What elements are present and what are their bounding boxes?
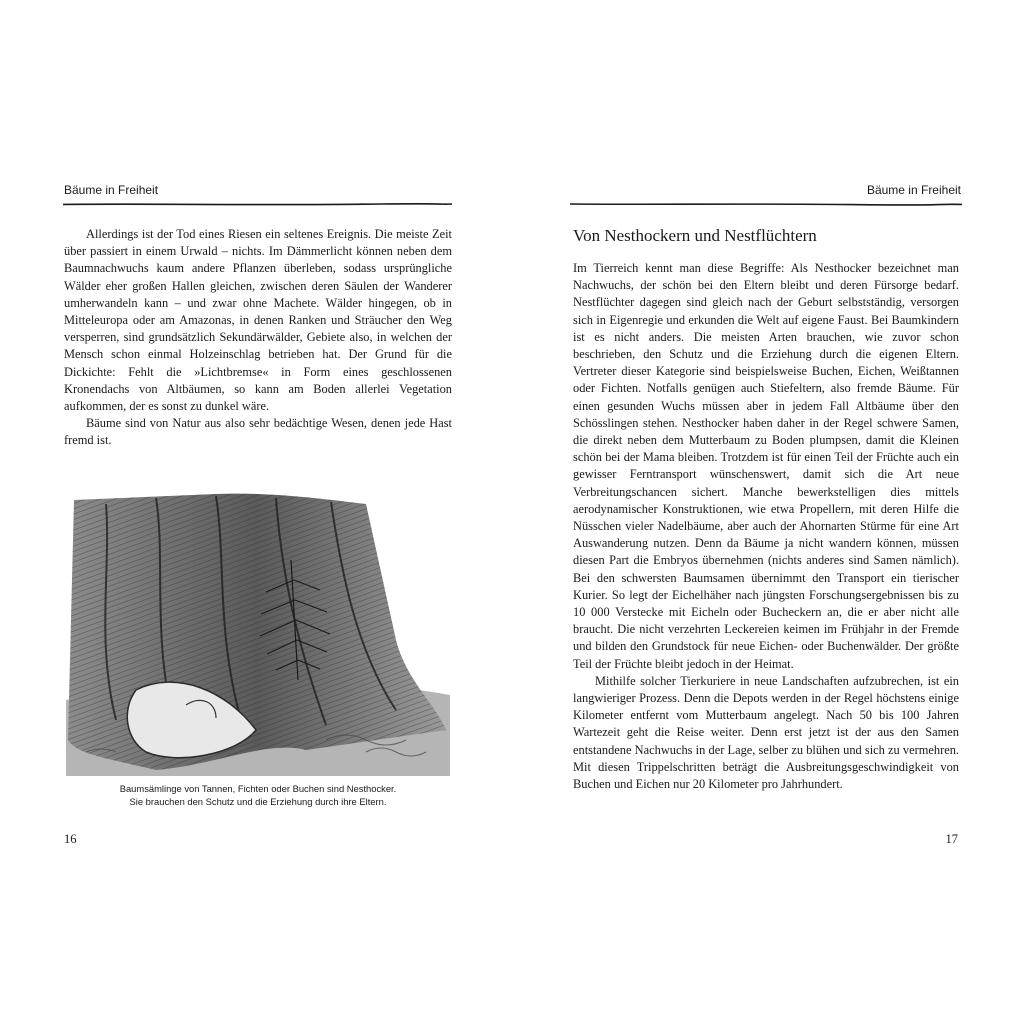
header-rule-right: [570, 201, 962, 208]
caption-line-2: Sie brauchen den Schutz und die Erziehung durch ihre Eltern.: [129, 796, 387, 807]
right-text-column: [573, 260, 959, 793]
running-header-left: Bäume in Freiheit: [64, 183, 159, 197]
tree-seedlings-illustration: [66, 490, 450, 776]
right-paragraph-1: Im Tierreich kennt man diese Begriffe: Als Nesthocker bezeichnet man Nachwuchs, der schön bei den Eltern bleibt und deren Fürsorge bedarf. Nestflüchter dagegen sind gleich nach der Geburt selbstständig, versorgen sich in Eigenregie und erkunden die Welt auf eigene Faust. Bei Baumkindern ist es nicht anders. Die meisten Arten brauchen, wie zuvor schon beschrieben, den Schutz und die Erziehung durch die eigenen Eltern. Vertreter dieser Kategorie sind beispielsweise Buchen, Eichen, Weißtannen oder Fichten. Notfalls genügen auch Stiefeltern, also fremde Bäume. Für einen gesunden Wuchs müssen aber in jedem Fall Altbäume über den Schösslingen stehen. Nesthocker haben daher in der Regel schwere Samen, die direkt neben dem Mutterbaum zu Boden plumpsen, damit die Kleinen schön bei der Mama bleiben. Trotzdem ist für einen Teil der Früchte auch ein gewisser Ferntransport wünschenswert, damit sich die Art neue Verbreitungschancen sichert. Manche bewerkstelligen dies mittels aerodynamischer Konstruktionen, wie etwa Propellern, mit deren Hilfe die Nüsschen vieler Nadelbäume, aber auch der Ahornarten Stürme für eine Art Auswanderung nutzen. Denn da Bäume ja nicht wandern können, müssen diesen Part die Embryos übernehmen (nichts anderes sind Samen nämlich). Bei den schwersten Baumsamen übernimmt den Transport ein tierischer Kurier. So legt der Eichelhäher nach jüngsten Forschungsergebnissen bis zu 10 000 Verstecke mit Eicheln oder Bucheckern an, die er aber nicht alle braucht. Die nicht verzehrten Leckereien keimen im Frühjahr in der Fremde und bilden den Grundstock für neue Eichen- oder Buchenwälder. Der größte Teil der Früchte bleibt jedoch in der Heimat.: [573, 261, 959, 671]
caption-line-1: Baumsämlinge von Tannen, Fichten oder Buchen sind Nesthocker.: [119, 783, 397, 794]
chapter-title: Von Nesthockern und Nestflüchtern: [573, 226, 817, 245]
right-paragraph-2: Mithilfe solcher Tierkuriere in neue Landschaften aufzubrechen, ist ein langwieriger Prozess. Denn die Depots werden in der Regel höchstens einige Kilometer entfernt vom Mutterbaum angelegt. Nach 50 bis 100 Jahren Wartezeit geht die Reise weiter. Denn erst jetzt ist der aus den Samen entstandene Nachwuchs in der Lage, selber zu blühen und sich zu vermehren. Mit diesen Trippelschritten beträgt die Ausbreitungsgeschwindigkeit von Buchen und Eichen nur 20 Kilometer pro Jahrhundert.: [573, 673, 959, 792]
left-paragraph-1: Allerdings ist der Tod eines Riesen ein seltenes Ereignis. Die meiste Zeit über passiert in einem Urwald – nichts. Im Dämmerlicht können neben dem Baumnachwuchs kaum andere Pflanzen überleben, sodass ursprüngliche Wälder eher großen Hallen gleichen, zwischen deren Säulen der Wanderer umherwandeln kann – und zwar ohne Machete. Wälder hingegen, ob in Mitteleuropa oder am Amazonas, in denen Ranken und Sträucher den Weg versperren, sind grundsätzlich Sekundärwälder, Gebiete also, in welchen der Mensch schon einmal Holzeinschlag betrieben hat. Der Grund für die Dickichte: Fehlt die »Lichtbremse« in Form eines geschlossenen Kronendachs von Altbäumen, so kann am Boden allerlei Vegetation aufkommen, der es sonst zu dunkel wäre.: [64, 227, 452, 414]
page-number-right: 17: [945, 832, 958, 846]
running-header-right: Bäume in Freiheit: [866, 183, 961, 197]
header-rule-left: [63, 201, 452, 208]
left-text-column: [64, 226, 452, 450]
illustration-caption: [66, 782, 450, 808]
page-number-left: 16: [64, 832, 77, 846]
left-paragraph-2: Bäume sind von Natur aus also sehr bedächtige Wesen, denen jede Hast fremd ist.: [64, 416, 452, 448]
